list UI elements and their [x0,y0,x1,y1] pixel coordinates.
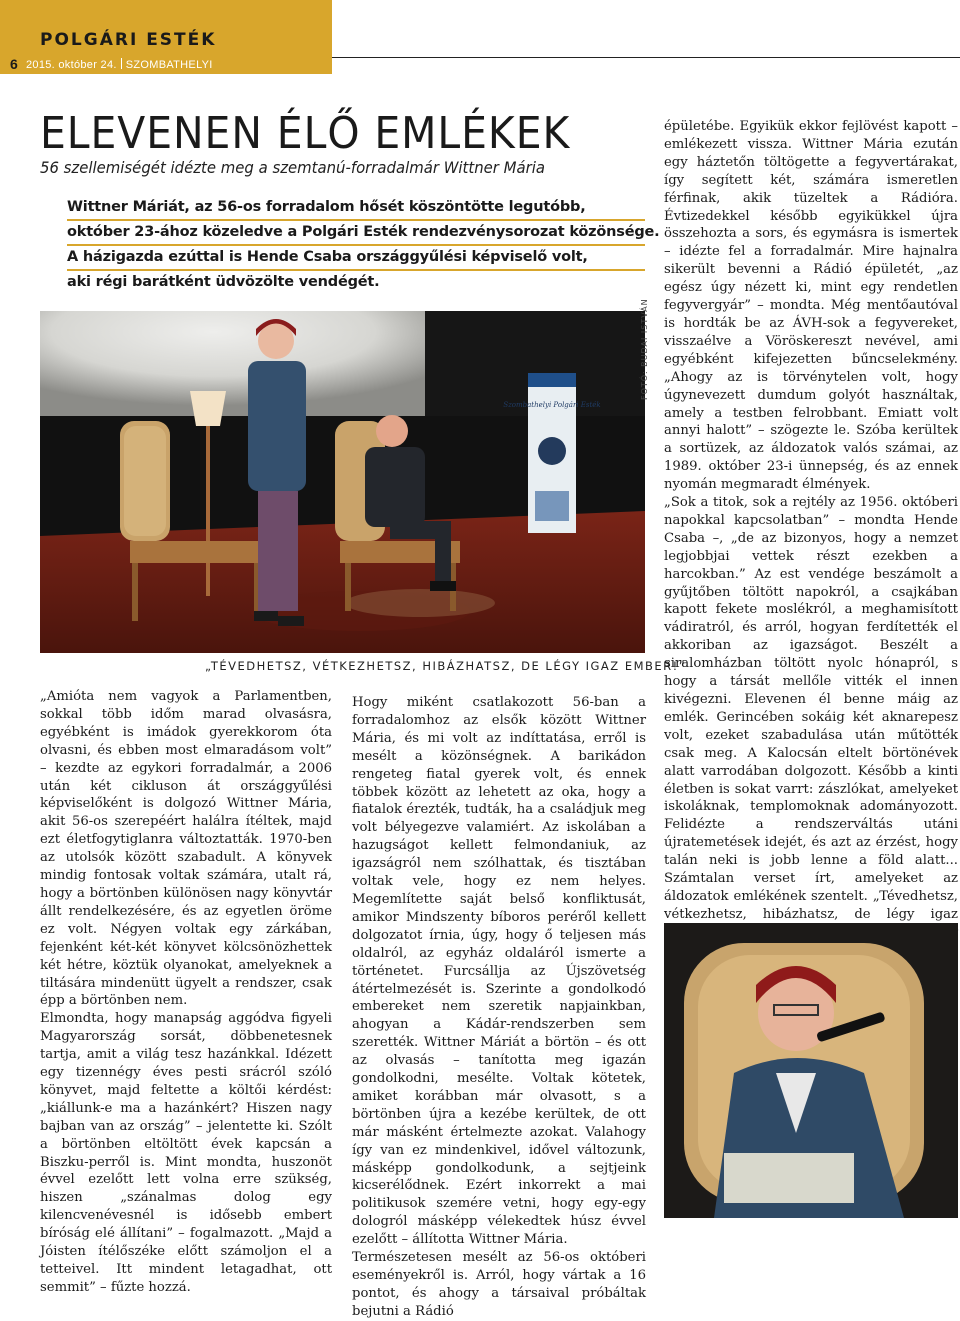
publication-name: SZOMBATHELYI [125,59,213,71]
header-date-line [26,58,222,71]
headline: ELEVENEN ÉLŐ EMLÉKEK [40,108,571,159]
header-rule [332,57,960,58]
article-column-3 [664,118,958,1049]
lead-paragraph [67,196,660,294]
paragraph: Természetesen mesélt az 56-os októberi eseményekről is. Arról, hogy vártak a 16 pontot, és ahogy a társaival próbáltak bejutni a Rádió [352,1250,646,1319]
section-title: POLGÁRI ESTÉK [40,30,217,50]
banner-text: Szombathelyi Polgári Esték [503,401,601,409]
paragraph-text: „Sok a titok, sok a rejtély az 1956. októberi napokkal kapcsolatban” – mondta Hende Csaba –, „de az bizonyos, hogy a nemzet legjobbjai vettek részt ezekben a harcokban.” Az est vendége beszámolt a gyűjtőben töltött napokról, a csajkában kapott fekete moslékról, a meghamisított vádiratról, és arról, hogyan ferdítették el akkoriban az igazságot. Beszélt a siralomházban töltött nyolc hónapról, s hogy a társát mellőle vitték el innen kivégezni. Elevenen él benne máig az emlék. Gerincében sokáig két aknarepesz volt, ezeket szabadulása után műtötték csak meg. A Kalocsán eltelt börtönévek alatt varrodában dolgozott. Később a kinti életben is sokat varrt: zászlókat, amelyeket iskoláknak, templomoknak adományozott. Felidézte a rendszerváltás utáni újratemetések idejét, és azt az érzést, hogy talán neki is jobb lenne a föld alatt... Számtalan verset írt, amelyeket az áldozatok emlékének szentelt. „Tévedhetsz, vétkezhetsz, hibázhatsz, de légy igaz [664,495,958,922]
article-column-1 [40,688,332,1297]
photo-caption: „TÉVEDHETSZ, VÉTKEZHETSZ, HIBÁZHATSZ, DE LÉGY IGAZ EMBER!” [205,659,687,673]
paragraph: Hogy miként csatlakozott 56-ban a forradalomhoz az elsők között Wittner Mária, és mi volt az indíttatása, erről is mesélt a közönségnek. A barikádon rengeteg fiatal gyerek volt, és ennek többek között az lehetett az oka, hogy a fiatalok érezték, tudták, ha a családjuk meg volt bélyegezve valamiért. Az iskolában a hazugságot kellett felmondaniuk, az igazságról nem szólhattak, és tisztában voltak vele, hogy ez nem helyes. Megemlítette saját belső konfliktusát, amikor Mindszenty bíboros peréről kellett dolgozatot írnia, úgy, hogy ő teljesen más oldalról, az egyház oldaláról ismerte a történetet. Furcsállja az Újszövetség átértelmezését is. Szerinte a gondolkodó embereket nem szeretik napjainkban, ahogyan a Kádár-rendszerben sem szerették. Wittner Máriát a börtön – és ott az olvasás – tanította meg igazán gondolkodni, mesélte. Voltak kötetek, amiket korábban már olvasott, s a börtönben újra a kezébe kerültek, de ott már másként értelmezte azokat. Valahogy így van ez mindenkivel, idővel változunk, másképp gondolkodunk, a sejtjeink kicserélődnek. Ezért inkorrekt a mai politikusok szemére vetni, hogy egy-egy dologról másképp vélekedtek húsz évvel ezelőtt – állította Wittner Mária. [352,695,646,1248]
lead-line: aki régi barátként üdvözölte vendégét. [67,274,380,290]
lead-line: A házigazda ezúttal is Hende Csaba országgyűlési képviselő volt, [67,246,645,271]
article-column-2 [352,694,646,1321]
lead-line: Wittner Máriát, az 56-os forradalom hősét köszöntötte legutóbb, [67,196,645,221]
portrait-photo [664,923,958,1218]
photo-credit: FOTÓ: BUDAI ISTVÁN [640,298,649,400]
paragraph: „Amióta nem vagyok a Parlamentben, sokkal több időm marad olvasásra, egyébként is imádok gyerekkorom óta olvasni, és ebben most elmaradásom volt” – kezdte az egykori forradalmár, a 2006 után két cikluson át országgyűlési képviselőként is dolgozó Wittner Mária, akit 56-os szerepéért halálra ítéltek, majd ezt életfogytiglanra változtatták. 1970-ben az utolsók között szabadult. A könyvek mindig fontosak voltak számára, utalt rá, hogy a börtönben különösen nagy könyvtár állt rendelkezésére, és az egyetlen öröme ez volt. Négyen voltak egy zárkában, fejenként két-két könyvet kölcsönözhettek két hétre, köztük olyanokat, amelyeknek a tiltására mindenütt ügyelt a rendszer, csak épp a börtönben nem. [40,689,332,1009]
paragraph: Elmondta, hogy manapság aggódva figyeli Magyarország sorsát, döbbenetesnek tartja, amit a világ tesz hazánkkal. Idézett egy tizennégy éves pesti srácról szóló könyvet, majd feltette a költői kérdést: „kiállunk-e ma a hazánkért? Hiszen nagy bajban van az ország” – jelentette ki. Szólt a börtönben eltöltött évek kapcsán a Biszku-perről is. Mint mondta, huszonöt évvel ezelőtt lett volna erre szükség, hiszen „szánalmas dolog egy kilencvenévesnél is idősebb embert bíróság elé állítani” – fogalmazott. „Majd a Jóisten ítélőszéke előtt számoljon el a tetteivel. Itt mindent letagadhat, ott semmit” – fűzte hozzá. [40,1011,332,1295]
stage-photo [40,311,645,653]
lead-line: október 23-ához közeledve a Polgári Esték rendezvénysorozat közönsége. [67,221,645,246]
issue-date: 2015. október 24. [26,59,117,71]
paragraph: épületébe. Egyikük ekkor fejlövést kapott – emlékezett vissza. Wittner Mária ezután egy háztetőn töltögette a fegyvertárakat, így segített két, számára ismeretlen férfinak, akik tüzeltek a Rádióra. Évtizedekkel később egyikükkel újra összehozta a sors, és egymásra is ismertek – idézte fel a forradalmár. Mire hajnalra sikerült bevenni a Rádió épületét, „az egész úgy nézett ki, mint egy rendetlen fegyvergyár” – mondta. Még mentőautóval is hordták be az ÁVH-sok a fegyvereket, visszaélve a Vöröskereszt nevével, ami egyébként kifejezetten bűncselekmény. „Ahogy az is törvénytelen volt, hogy úgynevezett dumdum golyót használtak, amely a testben felrobbant. Emiatt volt annyi halott” – szögezte le. Szóba kerültek a sortüzek, az áldozatok valós számai, az 1989. október 23-i ünnepség, és az ennek nyomán megmaradt élmények. [664,119,958,493]
publication-page: 7 [216,59,223,71]
page-number: 6 [10,56,18,72]
subhead: 56 szellemiségét idézte meg a szemtanú-forradalmár Wittner Mária [40,158,545,177]
